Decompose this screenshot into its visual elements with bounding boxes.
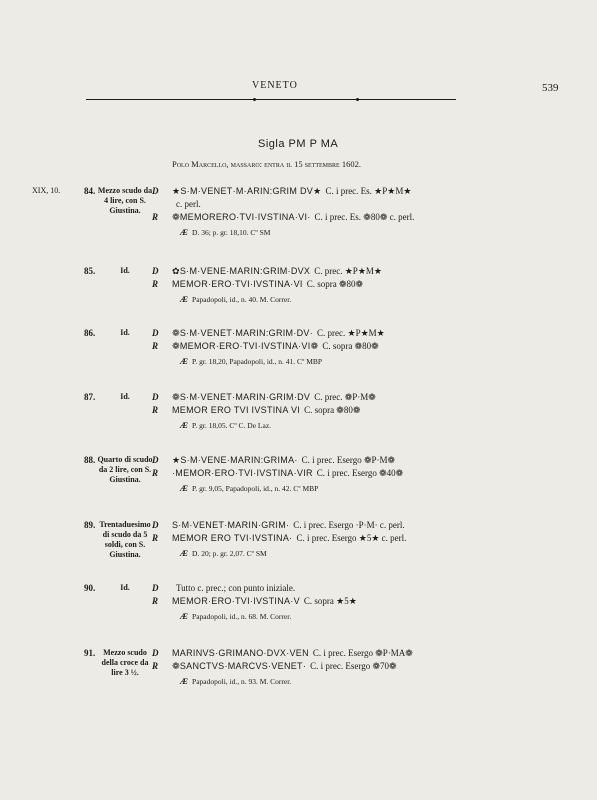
coin-info <box>180 227 270 237</box>
legend-note: C. sopra ❁80❁ <box>322 341 379 351</box>
coin-legend: ★S·M·VENET·M·ARIN:GRIM DV★ <box>172 186 322 196</box>
coin-description: Id. <box>120 266 130 275</box>
coin-legend: ❁MEMOR·ERO·TVI·IVSTINA·VI❁ <box>172 341 319 351</box>
coin-description: Mezzo scudo della croce da lire 3 ½. <box>101 648 149 677</box>
coin-description: Mezzo scudo da 4 lire, con S. Giustina. <box>97 186 153 215</box>
catalog-reference: XIX, 10. <box>32 186 61 195</box>
silver-symbol-icon: Æ <box>180 227 189 237</box>
silver-symbol-icon: Æ <box>180 676 189 686</box>
coin-info <box>180 483 318 493</box>
coin-legend: ❁S·M·VENET·MARIN:GRIM·DV· <box>172 328 314 338</box>
obverse-marker: D <box>152 520 159 530</box>
coin-info-text: D. 36; p. gr. 18,10. Cº SM <box>192 228 271 237</box>
obverse-marker: D <box>152 266 159 276</box>
reverse-marker: R <box>152 405 159 415</box>
legend-note: C. i prec. Esergo ❁70❁ <box>310 661 397 671</box>
coin-info <box>180 356 322 366</box>
legend-note: C. i prec. Esergo ★5★ c. perl. <box>296 533 407 543</box>
silver-symbol-icon: Æ <box>180 611 189 621</box>
coin-info <box>180 676 291 686</box>
legend-note: C. prec. ❁P·M❁ <box>314 392 376 402</box>
legend-line <box>172 199 201 209</box>
reverse-marker: R <box>152 533 159 543</box>
rule-dot <box>356 98 359 101</box>
legend-note: C. sopra ❁80❁ <box>304 405 361 415</box>
entry-number: 89. <box>84 520 96 530</box>
legend-note: C. prec. ★P★M★ <box>314 266 382 276</box>
coin-legend: ❁SANCTVS·MARCVS·VENET· <box>172 661 307 671</box>
obverse-marker: D <box>152 583 159 593</box>
legend-line <box>172 583 295 593</box>
coin-legend: ❁S·M·VENET·MARIN·GRIM·DV <box>172 392 311 402</box>
coin-legend: MEMOR·ERO·TVI·IVSTINA·VI <box>172 279 303 289</box>
coin-info-text: P. gr. 18,20, Papadopoli, id., n. 41. Cº MBP <box>192 357 323 366</box>
sigla-heading: Sigla PM P MA <box>258 138 339 150</box>
legend-note: C. i prec. Esergo ·P·M· c. perl. <box>293 520 405 530</box>
entry-number: 84. <box>84 186 96 196</box>
legend-note: C. sopra ★5★ <box>303 596 357 606</box>
coin-info-text: Papadopoli, id., n. 40. M. Correr. <box>192 295 292 304</box>
legend-line <box>172 279 363 290</box>
reverse-marker: R <box>152 596 159 606</box>
reverse-marker: R <box>152 661 159 671</box>
legend-line <box>172 405 360 416</box>
legend-note: C. i prec. Es. ★P★M★ <box>325 186 412 196</box>
coin-info-text: Papadopoli, id., n. 93. M. Correr. <box>192 677 292 686</box>
rule-dot <box>253 98 256 101</box>
coin-description: Trentaduesimo di scudo da 5 soldi, con S. Giustina. <box>99 520 151 559</box>
legend-note: C. i prec. Esergo ❁P·M❁ <box>301 455 396 465</box>
legend-line <box>172 186 411 197</box>
silver-symbol-icon: Æ <box>180 548 189 558</box>
coin-info-text: D. 20; p. gr. 2,07. Cº SM <box>192 549 267 558</box>
coin-legend: ·MEMOR·ERO·TVI·IVSTINA·VIR <box>172 468 313 478</box>
entry-number: 90. <box>84 583 96 593</box>
coin-info <box>180 548 267 558</box>
reverse-marker: R <box>152 212 159 222</box>
legend-line <box>172 212 414 223</box>
legend-note: Tutto c. prec.; con punto iniziale. <box>176 583 296 593</box>
coin-legend: ✿S·M·VENE·MARIN:GRIM·DVX <box>172 266 311 276</box>
legend-line <box>172 328 385 339</box>
legend-line <box>172 341 379 352</box>
coin-description: Id. <box>120 392 130 401</box>
coin-legend: ❁MEMORERO·TVI·IVSTINA·VI· <box>172 212 311 222</box>
legend-line <box>172 455 395 466</box>
coin-description: Quarto di scudo da 2 lire, con S. Giustina. <box>97 455 153 484</box>
legend-note: C. prec. ★P★M★ <box>317 328 385 338</box>
silver-symbol-icon: Æ <box>180 294 189 304</box>
coin-info <box>180 420 271 430</box>
entry-number: 88. <box>84 455 96 465</box>
reverse-marker: R <box>152 468 159 478</box>
entry-number: 87. <box>84 392 96 402</box>
legend-line <box>172 468 403 479</box>
legend-line <box>172 520 405 530</box>
legend-line <box>172 648 413 659</box>
reverse-marker: R <box>152 279 159 289</box>
coin-description: Id. <box>120 328 130 337</box>
legend-line <box>172 533 406 544</box>
entry-number: 91. <box>84 648 96 658</box>
silver-symbol-icon: Æ <box>180 420 189 430</box>
coin-description: Id. <box>120 583 130 592</box>
subtitle: Polo Marcello, massaro: entra il 15 settembre 1602. <box>172 159 361 169</box>
legend-note: C. i prec. Es. ❁80❁ c. perl. <box>314 212 415 222</box>
coin-legend: MEMOR·ERO·TVI·IVSTINA·V <box>172 596 300 606</box>
coin-info <box>180 611 291 621</box>
obverse-marker: D <box>152 392 159 402</box>
legend-line <box>172 596 357 607</box>
coin-info-text: P. gr. 9,05, Papadopoli, id., n. 42. Cº MBP <box>192 484 319 493</box>
silver-symbol-icon: Æ <box>180 356 189 366</box>
coin-info-text: P. gr. 18,05. Cº C. De Laz. <box>192 421 272 430</box>
coin-legend: MARINVS·GRIMANO·DVX·VEN <box>172 648 309 658</box>
running-title: VENETO <box>252 80 298 91</box>
legend-note: C. i prec. Esergo ❁40❁ <box>316 468 404 478</box>
legend-line <box>172 392 376 403</box>
entry-number: 86. <box>84 328 96 338</box>
legend-note: c. perl. <box>176 199 201 209</box>
coin-legend: ★S·M·VENE·MARIN:GRIMA· <box>172 455 298 465</box>
legend-note: C. sopra ❁80❁ <box>306 279 364 289</box>
silver-symbol-icon: Æ <box>180 483 189 493</box>
legend-note: C. i prec. Esergo ❁P·MA❁ <box>312 648 413 658</box>
coin-info-text: Papadopoli, id., n. 68. M. Correr. <box>192 612 292 621</box>
obverse-marker: D <box>152 648 159 658</box>
reverse-marker: R <box>152 341 159 351</box>
legend-line <box>172 661 397 672</box>
header-rule <box>86 99 456 100</box>
obverse-marker: D <box>152 186 159 196</box>
entry-number: 85. <box>84 266 96 276</box>
obverse-marker: D <box>152 328 159 338</box>
coin-legend: S·M·VENET·MARIN·GRIM· <box>172 520 290 530</box>
page-number: 539 <box>542 82 559 94</box>
coin-legend: MEMOR ERO TVI·IVSTINA· <box>172 533 293 543</box>
obverse-marker: D <box>152 455 159 465</box>
coin-info <box>180 294 291 304</box>
legend-line <box>172 266 382 277</box>
coin-legend: MEMOR ERO TVI IVSTINA VI <box>172 405 301 415</box>
